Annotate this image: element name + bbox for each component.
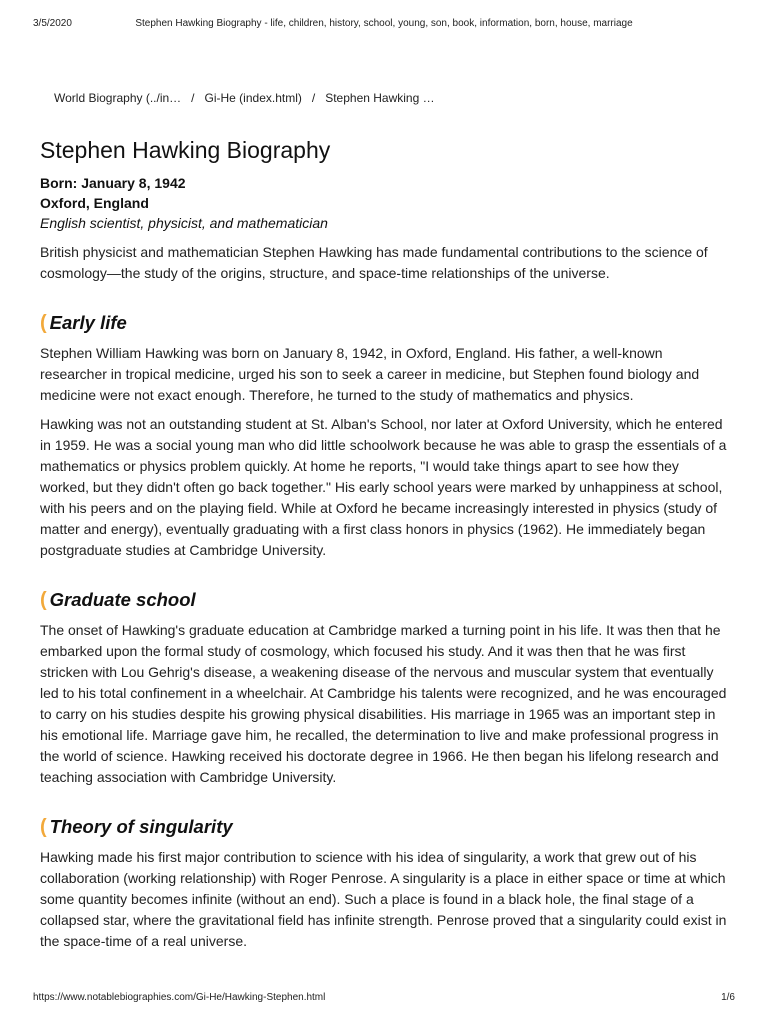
breadcrumb-separator: / [191, 91, 195, 105]
section-heading-label: Early life [49, 312, 127, 333]
section-heading-label: Theory of singularity [49, 816, 233, 837]
article [40, 135, 730, 952]
paragraph: Hawking was not an outstanding student at St. Alban's School, nor later at Oxford University, which he entered in 1959. He was a social young man who did little schoolwork because he was able to grasp the essentials of a mathematics or physics problem quickly. At home he reports, "I would take things apart to see how they worked, but they didn't often go back together." His early school years were marked by unhappiness at school, with his peers and on the playing field. While at Oxford he became increasingly interested in physics (study of matter and energy), eventually graduating with a first class honors in physics (1962). He immediately began postgraduate studies at Cambridge University. [40, 416, 727, 558]
paren-icon: ( [40, 589, 47, 611]
section-graduate-school [40, 587, 730, 788]
section-theory-of-singularity [40, 814, 730, 952]
paragraph: Hawking made his first major contribution to science with his idea of singularity, a work that grew out of his collaboration (working relationship) with Roger Penrose. A singularity is a place in either space or time at which some quantity becomes infinite (without an end). Such a place is found in a black hole, the final stage of a collapsed star, where the gravitational field has infinite strength. Penrose proved that a singularity could exist in the space-time of a real universe. [40, 849, 727, 949]
section-heading [40, 814, 730, 840]
page-title: Stephen Hawking Biography [40, 137, 331, 163]
paragraph: The onset of Hawking's graduate education at Cambridge marked a turning point in his life. It was then that he embarked upon the formal study of cosmology, which focused his study. And it was then that he was first stricken with Lou Gehrig's disease, a weakening disease of the nervous and muscular system that eventually led to his total confinement in a wheelchair. At Cambridge his talents were recognized, and he was encouraged to carry on his studies despite his growing physical disabilities. His marriage in 1965 was an important step in his emotional life. Marriage gave him, he recalled, the determination to live and make professional progress in the world of science. Hawking received his doctorate degree in 1966. He then began his lifelong research and teaching association with Cambridge University. [40, 622, 727, 785]
breadcrumb-current-page[interactable]: Stephen Hawking … [325, 91, 435, 105]
page-number: 1/6 [721, 992, 735, 1003]
breadcrumb-world-biography[interactable]: World Biography (../in… [54, 91, 182, 105]
section-heading [40, 587, 730, 613]
print-doc-title: Stephen Hawking Biography - life, children, history, school, young, son, book, information, born, house, marriage [135, 18, 633, 29]
paragraph: Stephen William Hawking was born on January 8, 1942, in Oxford, England. His father, a well-known researcher in tropical medicine, urged his son to seek a career in medicine, but Stephen found biology and medicine were not exact enough. Therefore, he turned to the study of mathematics and physics. [40, 345, 700, 403]
print-header [33, 18, 735, 32]
breadcrumb [54, 91, 435, 105]
section-heading-label: Graduate school [49, 589, 196, 610]
born-place: Oxford, England [40, 195, 149, 211]
print-date: 3/5/2020 [33, 18, 72, 29]
print-url: https://www.notablebiographies.com/Gi-He/Hawking-Stephen.html [33, 992, 326, 1003]
occupation: English scientist, physicist, and mathematician [40, 215, 328, 231]
section-early-life [40, 310, 730, 561]
section-heading [40, 310, 730, 336]
born-date: Born: January 8, 1942 [40, 175, 186, 191]
paren-icon: ( [40, 816, 47, 838]
print-footer [33, 992, 735, 1006]
breadcrumb-gi-he[interactable]: Gi-He (index.html) [204, 91, 302, 105]
intro-paragraph: British physicist and mathematician Stephen Hawking has made fundamental contributions to the science of cosmology—the study of the origins, structure, and space-time relationships of the universe. [40, 244, 708, 281]
paren-icon: ( [40, 312, 47, 334]
breadcrumb-separator: / [311, 91, 316, 105]
